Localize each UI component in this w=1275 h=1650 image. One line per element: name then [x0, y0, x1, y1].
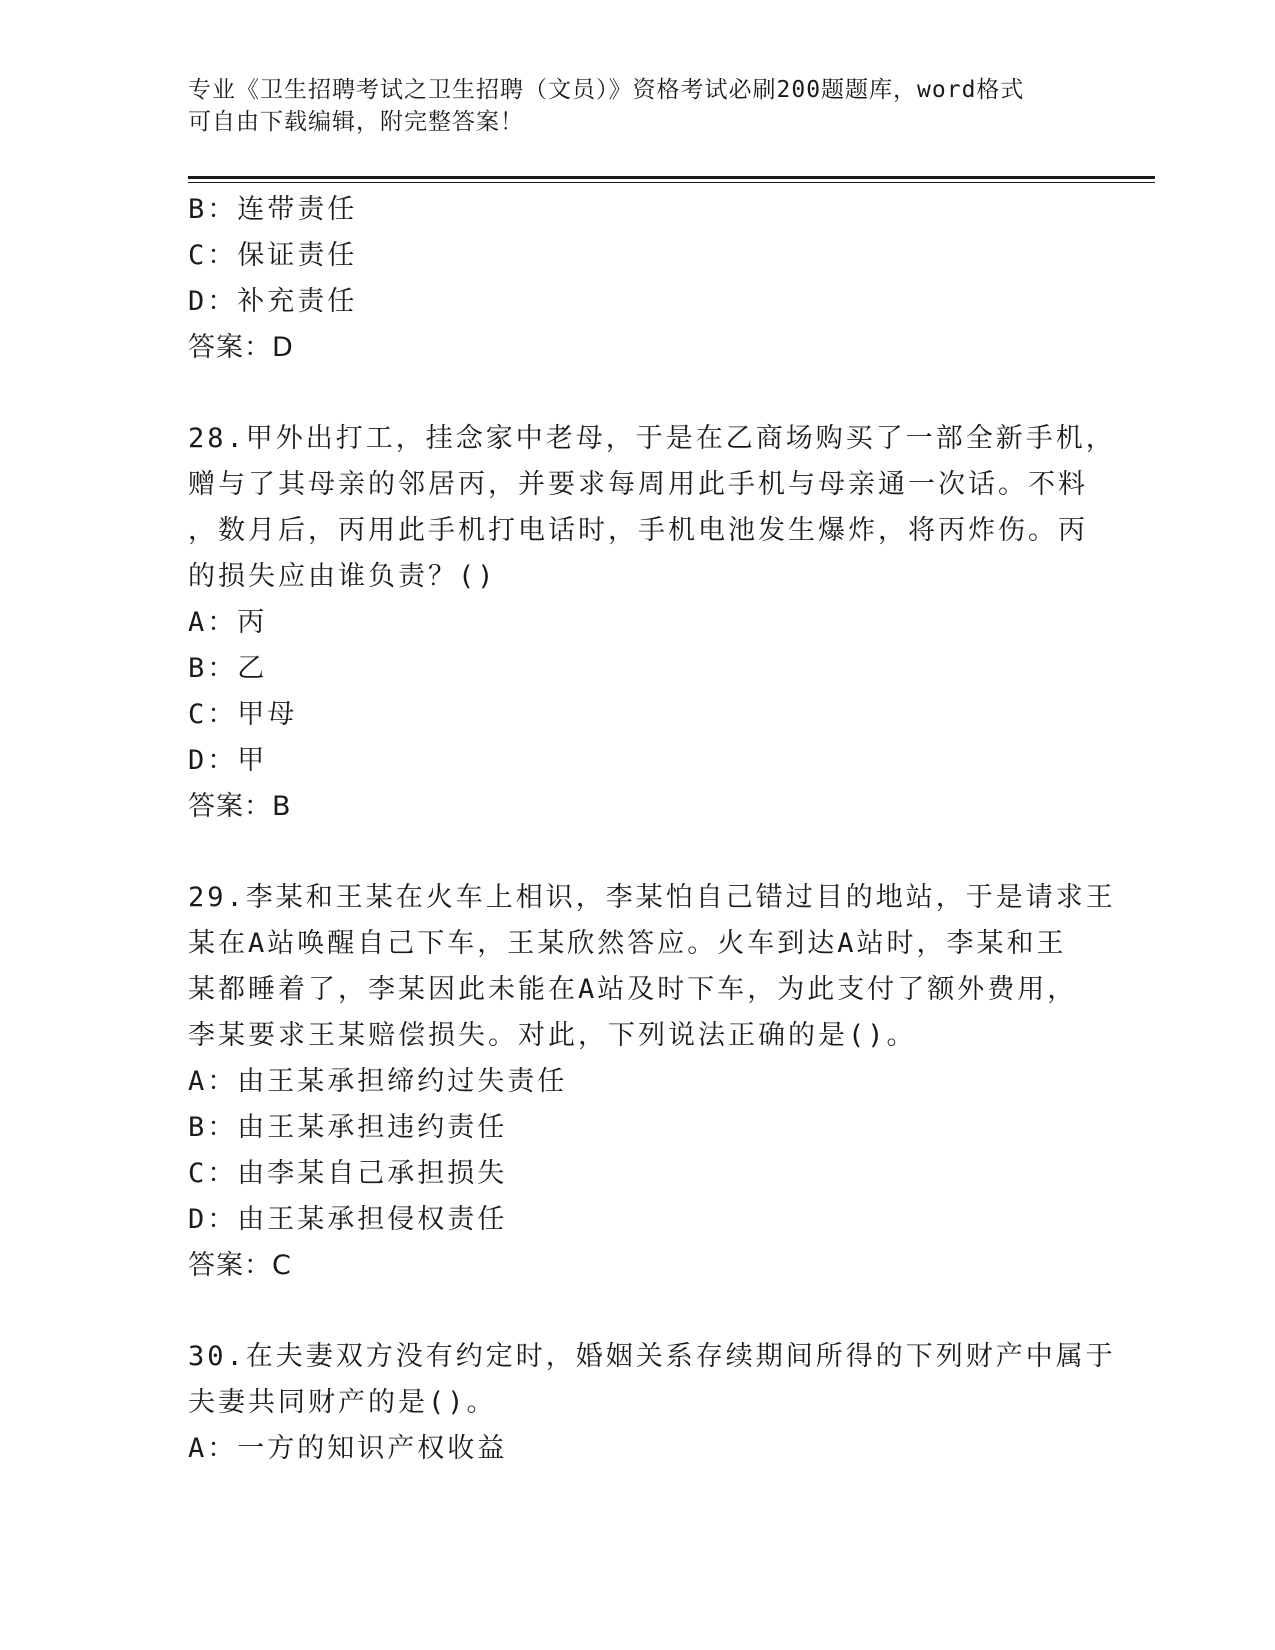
question-stem-line: ，数月后，丙用此手机打电话时，手机电池发生爆炸，将丙炸伤。丙: [188, 515, 1088, 546]
answer-text: 答案：C: [188, 1250, 292, 1281]
question-27: [188, 187, 1088, 371]
option-c: C：由李某自己承担损失: [188, 1158, 508, 1189]
question-stem-line: 30.在夫妻双方没有约定时，婚姻关系存续期间所得的下列财产中属于: [188, 1341, 1116, 1372]
question-30: [188, 1334, 1116, 1472]
option-d: D：甲: [188, 745, 268, 776]
answer-text: 答案：B: [188, 791, 292, 822]
option-b: B：连带责任: [188, 194, 358, 225]
option-d: D：补充责任: [188, 286, 358, 317]
question-stem-line: 赠与了其母亲的邻居丙，并要求每周用此手机与母亲通一次话。不料: [188, 469, 1088, 500]
option-d: D：由王某承担侵权责任: [188, 1204, 508, 1235]
question-stem-line: 李某要求王某赔偿损失。对此，下列说法正确的是()。: [188, 1020, 917, 1051]
option-c: C：保证责任: [188, 240, 358, 271]
header-title-line-2: 可自由下载编辑，附完整答案！: [188, 109, 524, 135]
question-28: [188, 416, 1116, 830]
question-stem-line: 夫妻共同财产的是()。: [188, 1387, 497, 1418]
document-header: [188, 74, 1088, 138]
option-a: A：由王某承担缔约过失责任: [188, 1066, 568, 1097]
header-divider-thin: [188, 182, 1155, 183]
option-c: C：甲母: [188, 699, 298, 730]
option-b: B：由王某承担违约责任: [188, 1112, 508, 1143]
question-29: [188, 875, 1116, 1289]
answer-text: 答案：D: [188, 332, 294, 363]
option-a: A：丙: [188, 607, 268, 638]
header-title-line-1: 专业《卫生招聘考试之卫生招聘（文员）》资格考试必刷200题题库，word格式: [188, 77, 1025, 103]
question-stem-line: 的损失应由谁负责？(): [188, 561, 497, 592]
option-b: B：乙: [188, 653, 268, 684]
question-stem-line: 28.甲外出打工，挂念家中老母，于是在乙商场购买了一部全新手机，: [188, 423, 1116, 454]
question-stem-line: 某在A站唤醒自己下车，王某欣然答应。火车到达A站时，李某和王: [188, 928, 1067, 959]
option-a: A：一方的知识产权收益: [188, 1433, 508, 1464]
question-list: [188, 187, 1116, 1472]
question-stem-line: 某都睡着了，李某因此未能在A站及时下车，为此支付了额外费用，: [188, 974, 1078, 1005]
header-divider-thick: [188, 176, 1155, 179]
question-stem-line: 29.李某和王某在火车上相识，李某怕自己错过目的地站，于是请求王: [188, 882, 1116, 913]
